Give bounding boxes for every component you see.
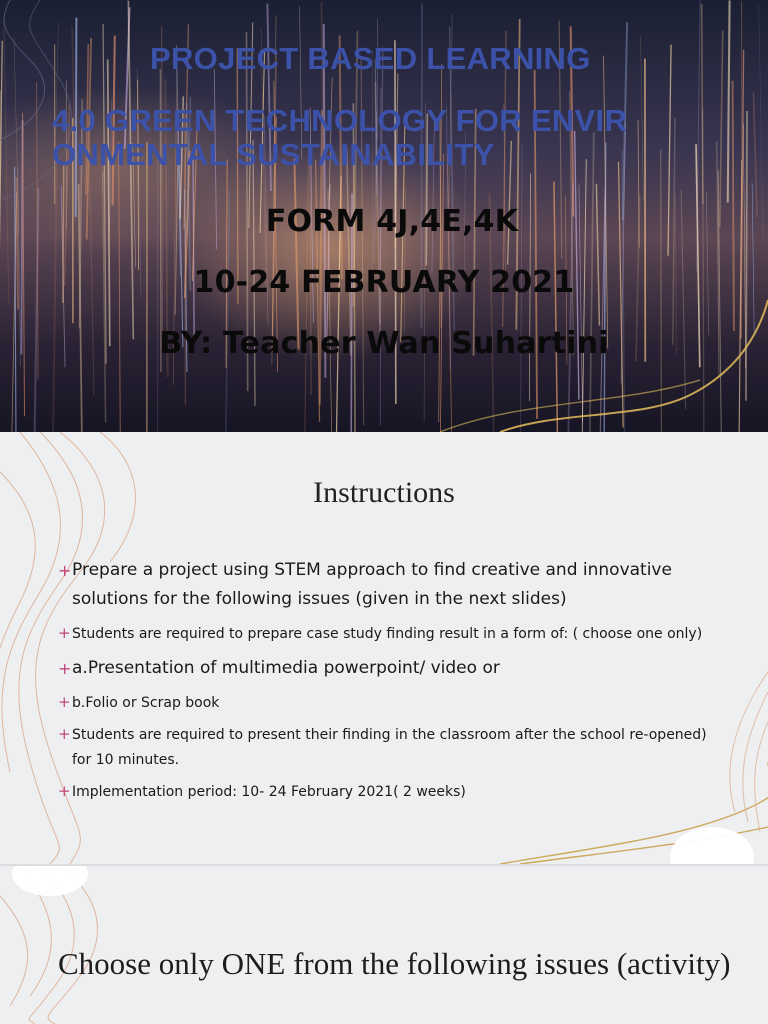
plus-bullet-icon: + [58,693,71,711]
instructions-slide [0,432,768,864]
list-item [58,556,718,614]
list-item-text: a.Presentation of multimedia powerpoint/ video or [72,658,500,678]
list-item [58,723,718,773]
issues-slide [0,866,768,1024]
list-item-text: Prepare a project using STEM approach to find creative and innovative solutions for the following issues (given in the next slides) [72,560,672,609]
plus-bullet-icon: + [58,561,72,580]
plus-bullet-icon: + [58,725,71,743]
list-item-text: Students are required to prepare case study finding result in a form of: ( choose one only) [72,626,703,642]
list-item [58,691,718,716]
project-dates: 10-24 FEBRUARY 2021 [193,265,575,300]
issues-heading: Choose only ONE from the following issues (activity) [58,946,731,981]
instruction-list [58,556,718,812]
author-line: BY: Teacher Wan Suhartini [159,326,609,361]
list-item-text: b.Folio or Scrap book [72,695,220,711]
title-slide [0,0,768,432]
form-classes: FORM 4J,4E,4K [265,204,519,239]
plus-bullet-icon: + [58,782,71,800]
title-line-2: 4.0 GREEN TECHNOLOGY FOR ENVIR ONMENTAL SUSTAINABILITY [52,103,628,172]
title-line-1: PROJECT BASED LEARNING [150,41,591,76]
list-item-text: Implementation period: 10- 24 February 2021( 2 weeks) [72,784,466,800]
instructions-heading: Instructions [313,476,455,509]
plus-bullet-icon: + [58,624,71,642]
list-item-text: Students are required to present their finding in the classroom after the school re-opened) for 10 minutes. [72,727,707,768]
list-item [58,780,718,805]
list-item [58,654,718,683]
list-item [58,622,718,647]
plus-bullet-icon: + [58,659,72,678]
